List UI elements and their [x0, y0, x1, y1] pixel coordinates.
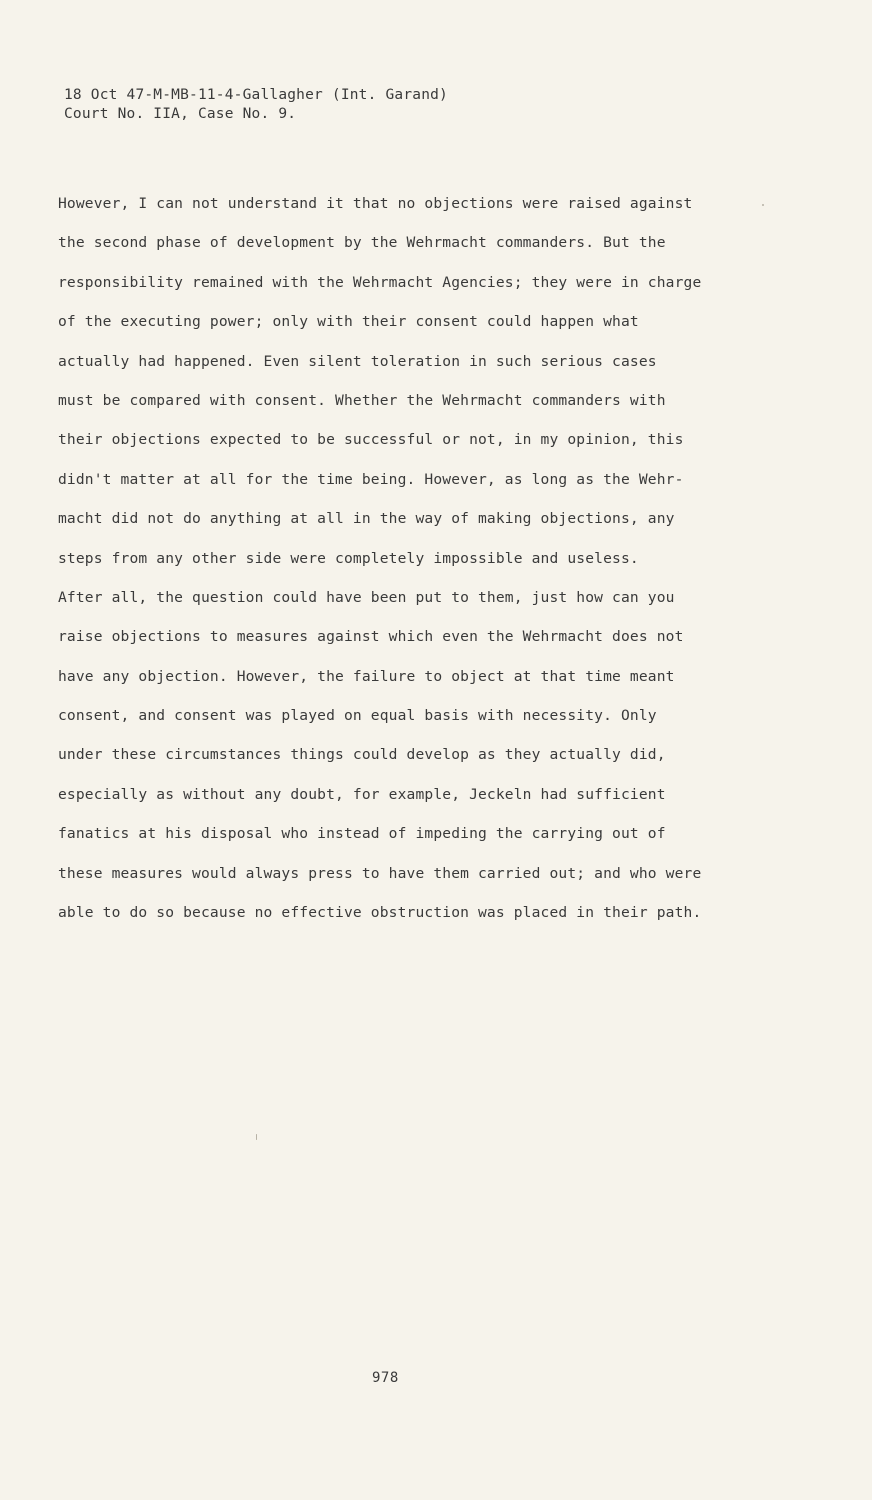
body-text	[58, 184, 818, 932]
paper-speck	[256, 1134, 257, 1140]
body-line: However, I can not understand it that no objections were raised against	[58, 195, 693, 212]
body-line: their objections expected to be successful or not, in my opinion, this	[58, 431, 684, 449]
header-line-2: Court No. IIA, Case No. 9.	[64, 106, 297, 122]
body-line: After all, the question could have been put to them, just how can you	[58, 588, 675, 606]
body-line: didn't matter at all for the time being. However, as long as the Wehr-	[58, 470, 684, 488]
body-line: able to do so because no effective obstruction was placed in their path.	[58, 904, 702, 922]
body-line: raise objections to measures against which even the Wehrmacht does not	[58, 628, 684, 646]
body-line: the second phase of development by the Wehrmacht commanders. But the	[58, 234, 666, 252]
body-line: macht did not do anything at all in the way of making objections, any	[58, 510, 675, 528]
body-line: have any objection. However, the failure to object at that time meant	[58, 667, 675, 685]
paper-speck	[762, 204, 764, 206]
body-line: consent, and consent was played on equal basis with necessity. Only	[58, 707, 657, 725]
document-header	[64, 86, 448, 124]
body-line: steps from any other side were completely impossible and useless.	[58, 549, 639, 567]
body-line: these measures would always press to have them carried out; and who were	[58, 864, 702, 882]
body-line: especially as without any doubt, for example, Jeckeln had sufficient	[58, 785, 666, 803]
body-line: responsibility remained with the Wehrmacht Agencies; they were in charge	[58, 273, 702, 291]
body-line: actually had happened. Even silent toleration in such serious cases	[58, 352, 657, 370]
body-line: fanatics at his disposal who instead of impeding the carrying out of	[58, 825, 666, 843]
page-number: 978	[372, 1370, 399, 1386]
body-line: of the executing power; only with their consent could happen what	[58, 313, 639, 331]
body-line: under these circumstances things could develop as they actually did,	[58, 746, 666, 764]
header-line-1: 18 Oct 47-M-MB-11-4-Gallagher (Int. Garand)	[64, 87, 448, 103]
body-line: must be compared with consent. Whether the Wehrmacht commanders with	[58, 391, 666, 409]
